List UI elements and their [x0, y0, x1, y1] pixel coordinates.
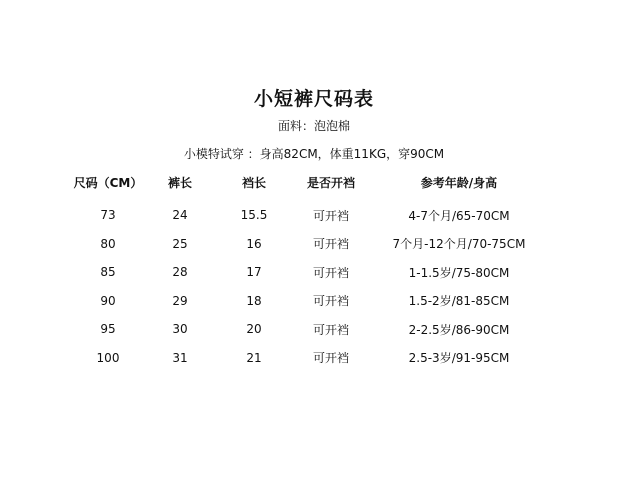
table-row [70, 258, 550, 287]
size-cell: 80 [100, 236, 116, 251]
header-age-height: 参考年龄/身高 [420, 175, 498, 190]
rise-length-cell: 17 [246, 265, 262, 280]
size-cell: 85 [100, 265, 116, 280]
open-crotch-cell: 可开裆 [312, 322, 349, 337]
open-crotch-cell: 可开裆 [312, 265, 349, 280]
table-row [70, 201, 550, 230]
size-table [70, 173, 550, 372]
size-cell: 73 [100, 208, 116, 223]
rise-length-cell: 18 [246, 293, 262, 308]
open-crotch-cell: 可开裆 [312, 237, 349, 252]
page-title: 小短裤尺码表 [253, 88, 374, 110]
age-height-cell: 2-2.5岁/86-90CM [408, 322, 510, 337]
age-height-cell: 4-7个月/65-70CM [408, 208, 510, 223]
pants-length-cell: 30 [172, 322, 188, 337]
age-height-cell: 2.5-3岁/91-95CM [408, 351, 510, 366]
fabric-note: 面料：泡泡棉 [277, 119, 350, 133]
table-row [70, 230, 550, 259]
table-row [70, 287, 550, 316]
model-fit-note: 小模特试穿 ：身高82CM，体重11KG，穿90CM [183, 147, 445, 161]
age-height-cell: 1-1.5岁/75-80CM [408, 265, 510, 280]
open-crotch-cell: 可开裆 [312, 294, 349, 309]
rise-length-cell: 16 [246, 236, 262, 251]
rise-length-cell: 20 [246, 322, 262, 337]
pants-length-cell: 31 [172, 350, 188, 365]
pants-length-cell: 28 [172, 265, 188, 280]
open-crotch-cell: 可开裆 [312, 208, 349, 223]
header-open-crotch: 是否开裆 [306, 175, 355, 190]
header-rise-length: 裆长 [241, 175, 266, 190]
table-header-row [70, 173, 550, 191]
table-row [70, 344, 550, 373]
open-crotch-cell: 可开裆 [312, 351, 349, 366]
age-height-cell: 1.5-2岁/81-85CM [408, 294, 510, 309]
rise-length-cell: 21 [246, 350, 262, 365]
header-size: 尺码（CM） [73, 175, 143, 190]
rise-length-cell: 15.5 [240, 208, 268, 223]
pants-length-cell: 24 [172, 208, 188, 223]
pants-length-cell: 25 [172, 236, 188, 251]
table-row [70, 315, 550, 344]
pants-length-cell: 29 [172, 293, 188, 308]
size-cell: 95 [100, 322, 116, 337]
header-pants-length: 裤长 [167, 175, 192, 190]
age-height-cell: 7个月-12个月/70-75CM [392, 237, 526, 252]
size-cell: 100 [96, 350, 120, 365]
size-cell: 90 [100, 293, 116, 308]
